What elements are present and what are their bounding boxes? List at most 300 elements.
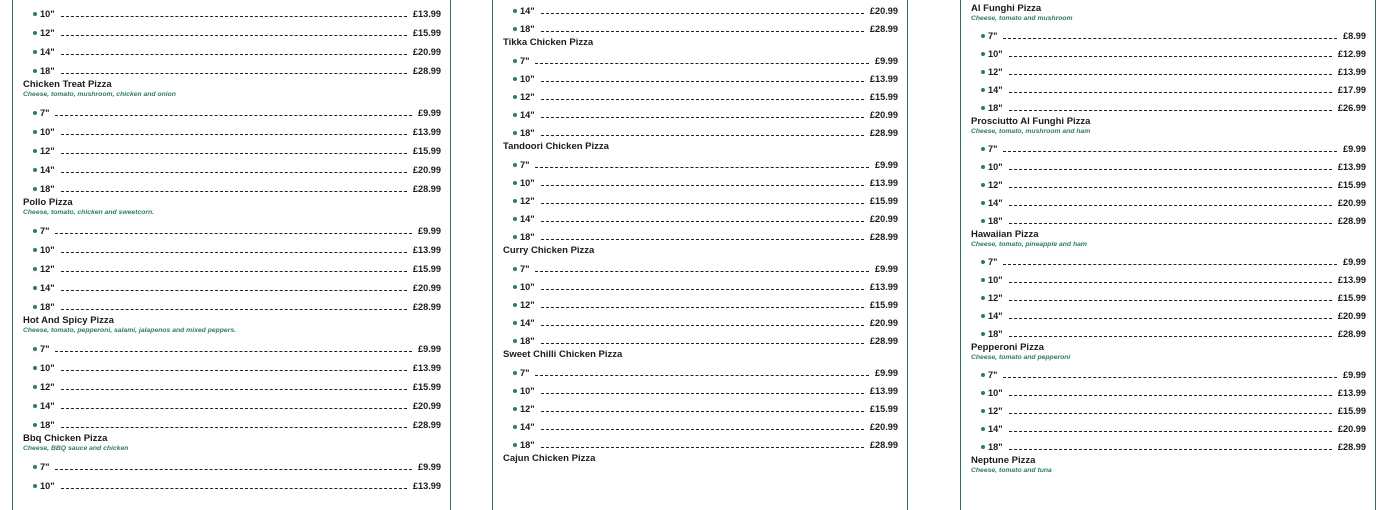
- price-value: £13.99: [412, 481, 441, 491]
- bullet-icon: [513, 113, 517, 117]
- pizza-name: Pepperoni Pizza: [971, 342, 1044, 353]
- size-label: 12": [520, 92, 535, 102]
- price-value: £28.99: [412, 184, 441, 194]
- price-row: [971, 398, 1366, 416]
- price-row: [23, 293, 441, 312]
- price-row: [23, 175, 441, 194]
- dotted-leader: [61, 309, 407, 310]
- price-row: [503, 274, 898, 292]
- bullet-icon: [33, 484, 37, 488]
- price-value: £28.99: [869, 24, 898, 34]
- size-label: 7": [988, 257, 998, 267]
- bullet-icon: [513, 371, 517, 375]
- price-value: £13.99: [1337, 275, 1366, 285]
- dotted-leader: [61, 252, 407, 253]
- price-value: £15.99: [412, 382, 441, 392]
- price-row: [503, 256, 898, 274]
- price-row: [503, 360, 898, 378]
- size-label: 14": [520, 318, 535, 328]
- pizza-item: [961, 0, 1375, 113]
- dotted-leader: [1003, 377, 1337, 378]
- dotted-leader: [55, 115, 412, 116]
- bullet-icon: [981, 391, 985, 395]
- size-label: 10": [520, 386, 535, 396]
- bullet-icon: [33, 69, 37, 73]
- price-value: £9.99: [418, 108, 441, 118]
- bullet-icon: [981, 165, 985, 169]
- price-value: £13.99: [1337, 388, 1366, 398]
- bullet-icon: [513, 95, 517, 99]
- dotted-leader: [61, 172, 407, 173]
- price-value: £15.99: [412, 146, 441, 156]
- size-label: 10": [40, 9, 55, 19]
- bullet-icon: [33, 366, 37, 370]
- price-row: [971, 77, 1366, 95]
- bullet-icon: [981, 409, 985, 413]
- size-label: 12": [988, 406, 1003, 416]
- size-label: 14": [520, 110, 535, 120]
- bullet-icon: [981, 70, 985, 74]
- pizza-name: Hot And Spicy Pizza: [23, 315, 114, 326]
- dotted-leader: [1009, 223, 1332, 224]
- dotted-leader: [61, 290, 407, 291]
- price-value: £20.99: [869, 110, 898, 120]
- price-value: £15.99: [869, 196, 898, 206]
- dotted-leader: [1009, 74, 1332, 75]
- pizza-description: Cheese, tomato and pepperoni: [971, 354, 1071, 361]
- size-label: 7": [40, 462, 50, 472]
- price-row: [503, 84, 898, 102]
- bullet-icon: [981, 314, 985, 318]
- dotted-leader: [61, 54, 407, 55]
- bullet-icon: [513, 321, 517, 325]
- price-row: [503, 102, 898, 120]
- dotted-leader: [541, 393, 864, 394]
- dotted-leader: [1009, 336, 1332, 337]
- bullet-icon: [33, 305, 37, 309]
- bullet-icon: [981, 52, 985, 56]
- price-row: [971, 208, 1366, 226]
- price-value: £9.99: [1343, 144, 1366, 154]
- pizza-item: [493, 34, 907, 138]
- dotted-leader: [61, 16, 407, 17]
- dotted-leader: [55, 469, 412, 470]
- dotted-leader: [61, 427, 407, 428]
- dotted-leader: [1009, 56, 1332, 57]
- bullet-icon: [981, 106, 985, 110]
- price-row: [23, 354, 441, 373]
- price-value: £13.99: [869, 74, 898, 84]
- size-label: 18": [40, 66, 55, 76]
- size-label: 18": [40, 420, 55, 430]
- price-row: [503, 188, 898, 206]
- price-value: £15.99: [869, 92, 898, 102]
- price-value: £9.99: [1343, 370, 1366, 380]
- pizza-item: [493, 346, 907, 450]
- bullet-icon: [513, 235, 517, 239]
- price-value: £9.99: [875, 56, 898, 66]
- dotted-leader: [61, 271, 407, 272]
- pizza-description: Cheese, BBQ sauce and chicken: [23, 445, 129, 452]
- dotted-leader: [541, 185, 864, 186]
- bullet-icon: [513, 77, 517, 81]
- pizza-item: [493, 450, 907, 464]
- price-value: £15.99: [1337, 180, 1366, 190]
- price-row: [971, 190, 1366, 208]
- pizza-name: Neptune Pizza: [971, 455, 1036, 466]
- price-value: £15.99: [412, 264, 441, 274]
- bullet-icon: [981, 427, 985, 431]
- size-label: 18": [988, 216, 1003, 226]
- price-row: [503, 206, 898, 224]
- size-label: 14": [988, 424, 1003, 434]
- price-value: £9.99: [875, 264, 898, 274]
- price-value: £17.99: [1337, 85, 1366, 95]
- price-row: [971, 59, 1366, 77]
- bullet-icon: [981, 278, 985, 282]
- price-value: £8.99: [1343, 31, 1366, 41]
- bullet-icon: [513, 389, 517, 393]
- size-label: 10": [520, 74, 535, 84]
- bullet-icon: [981, 260, 985, 264]
- bullet-icon: [33, 111, 37, 115]
- bullet-icon: [33, 286, 37, 290]
- size-label: 18": [40, 184, 55, 194]
- bullet-icon: [33, 465, 37, 469]
- price-row: [971, 267, 1366, 285]
- price-value: £9.99: [875, 368, 898, 378]
- price-value: £28.99: [869, 336, 898, 346]
- price-row: [971, 95, 1366, 113]
- pizza-item: [493, 0, 907, 34]
- menu-column-3: [960, 0, 1376, 510]
- size-label: 10": [40, 245, 55, 255]
- price-row: [23, 335, 441, 354]
- bullet-icon: [513, 285, 517, 289]
- size-label: 14": [520, 214, 535, 224]
- price-row: [23, 392, 441, 411]
- dotted-leader: [541, 99, 864, 100]
- size-label: 18": [988, 442, 1003, 452]
- price-value: £20.99: [412, 165, 441, 175]
- size-label: 12": [40, 28, 55, 38]
- dotted-leader: [1009, 449, 1332, 450]
- size-label: 12": [40, 146, 55, 156]
- size-label: 18": [520, 24, 535, 34]
- pizza-item: [13, 430, 450, 491]
- pizza-description: Cheese, tomato, pepperoni, salami, jalapenos and mixed peppers.: [23, 327, 237, 334]
- pizza-description: Cheese, tomato, mushroom and ham: [971, 128, 1091, 135]
- dotted-leader: [541, 239, 864, 240]
- size-label: 14": [988, 85, 1003, 95]
- dotted-leader: [535, 63, 869, 64]
- price-value: £28.99: [869, 128, 898, 138]
- price-value: £9.99: [1343, 257, 1366, 267]
- pizza-name: Bbq Chicken Pizza: [23, 433, 108, 444]
- pizza-item: [961, 113, 1375, 226]
- price-row: [23, 373, 441, 392]
- bullet-icon: [981, 201, 985, 205]
- bullet-icon: [513, 267, 517, 271]
- dotted-leader: [1009, 110, 1332, 111]
- price-value: £28.99: [1337, 442, 1366, 452]
- dotted-leader: [61, 134, 407, 135]
- price-value: £9.99: [418, 226, 441, 236]
- pizza-name: Cajun Chicken Pizza: [503, 453, 596, 464]
- price-value: £28.99: [1337, 216, 1366, 226]
- size-label: 7": [40, 108, 50, 118]
- size-label: 7": [988, 144, 998, 154]
- price-value: £12.99: [1337, 49, 1366, 59]
- price-row: [971, 154, 1366, 172]
- bullet-icon: [513, 339, 517, 343]
- size-label: 18": [988, 329, 1003, 339]
- dotted-leader: [55, 351, 412, 352]
- size-label: 18": [40, 302, 55, 312]
- size-label: 7": [520, 368, 530, 378]
- size-label: 14": [40, 401, 55, 411]
- bullet-icon: [33, 347, 37, 351]
- dotted-leader: [541, 429, 864, 430]
- bullet-icon: [33, 267, 37, 271]
- size-label: 10": [988, 388, 1003, 398]
- pizza-name: Al Funghi Pizza: [971, 3, 1042, 14]
- pizza-description: Cheese, tomato, pineapple and ham: [971, 241, 1087, 248]
- pizza-name: Chicken Treat Pizza: [23, 79, 112, 90]
- bullet-icon: [33, 12, 37, 16]
- bullet-icon: [33, 168, 37, 172]
- dotted-leader: [1003, 38, 1337, 39]
- price-value: £15.99: [1337, 293, 1366, 303]
- bullet-icon: [513, 181, 517, 185]
- bullet-icon: [981, 88, 985, 92]
- price-row: [971, 362, 1366, 380]
- dotted-leader: [61, 35, 407, 36]
- price-value: £20.99: [1337, 424, 1366, 434]
- dotted-leader: [1009, 187, 1332, 188]
- price-row: [23, 19, 441, 38]
- pizza-name: Tandoori Chicken Pizza: [503, 141, 609, 152]
- price-row: [971, 303, 1366, 321]
- price-value: £28.99: [869, 232, 898, 242]
- size-label: 7": [520, 56, 530, 66]
- size-label: 10": [40, 481, 55, 491]
- price-value: £15.99: [1337, 406, 1366, 416]
- price-row: [503, 48, 898, 66]
- price-row: [503, 152, 898, 170]
- pizza-name: Prosciutto Al Funghi Pizza: [971, 116, 1091, 127]
- menu-column-content: [961, 0, 1375, 475]
- price-value: £28.99: [1337, 329, 1366, 339]
- bullet-icon: [33, 385, 37, 389]
- bullet-icon: [981, 219, 985, 223]
- price-row: [23, 255, 441, 274]
- price-row: [23, 274, 441, 293]
- dotted-leader: [1003, 264, 1337, 265]
- dotted-leader: [55, 233, 412, 234]
- bullet-icon: [33, 31, 37, 35]
- price-value: £20.99: [869, 318, 898, 328]
- price-value: £28.99: [412, 420, 441, 430]
- dotted-leader: [1009, 413, 1332, 414]
- size-label: 10": [520, 178, 535, 188]
- dotted-leader: [535, 375, 869, 376]
- dotted-leader: [541, 325, 864, 326]
- size-label: 12": [520, 300, 535, 310]
- pizza-item: [961, 226, 1375, 339]
- dotted-leader: [61, 73, 407, 74]
- size-label: 14": [988, 198, 1003, 208]
- bullet-icon: [513, 217, 517, 221]
- price-row: [23, 99, 441, 118]
- price-row: [23, 472, 441, 491]
- bullet-icon: [981, 296, 985, 300]
- dotted-leader: [1009, 205, 1332, 206]
- price-row: [23, 453, 441, 472]
- pizza-name: Hawaiian Pizza: [971, 229, 1039, 240]
- bullet-icon: [33, 404, 37, 408]
- size-label: 10": [988, 49, 1003, 59]
- price-value: £9.99: [418, 462, 441, 472]
- bullet-icon: [513, 407, 517, 411]
- size-label: 7": [988, 370, 998, 380]
- bullet-icon: [981, 183, 985, 187]
- size-label: 12": [988, 180, 1003, 190]
- bullet-icon: [513, 425, 517, 429]
- price-row: [503, 432, 898, 450]
- price-row: [503, 120, 898, 138]
- price-row: [971, 380, 1366, 398]
- bullet-icon: [513, 9, 517, 13]
- pizza-name: Tikka Chicken Pizza: [503, 37, 594, 48]
- price-value: £13.99: [869, 178, 898, 188]
- size-label: 7": [520, 160, 530, 170]
- price-row: [503, 396, 898, 414]
- price-value: £13.99: [412, 9, 441, 19]
- size-label: 14": [40, 283, 55, 293]
- dotted-leader: [541, 13, 864, 14]
- price-row: [23, 137, 441, 156]
- price-row: [23, 156, 441, 175]
- bullet-icon: [33, 50, 37, 54]
- price-row: [23, 411, 441, 430]
- dotted-leader: [61, 488, 407, 489]
- price-value: £13.99: [1337, 162, 1366, 172]
- size-label: 14": [40, 47, 55, 57]
- price-row: [971, 172, 1366, 190]
- dotted-leader: [61, 191, 407, 192]
- dotted-leader: [1009, 282, 1332, 283]
- bullet-icon: [33, 423, 37, 427]
- dotted-leader: [541, 31, 864, 32]
- pizza-description: Cheese, tomato, mushroom, chicken and onion: [23, 91, 176, 98]
- price-value: £15.99: [869, 300, 898, 310]
- price-row: [971, 321, 1366, 339]
- price-row: [503, 310, 898, 328]
- price-value: £15.99: [412, 28, 441, 38]
- dotted-leader: [61, 370, 407, 371]
- dotted-leader: [535, 167, 869, 168]
- dotted-leader: [541, 203, 864, 204]
- size-label: 10": [988, 162, 1003, 172]
- price-row: [23, 118, 441, 137]
- price-value: £13.99: [869, 386, 898, 396]
- size-label: 7": [520, 264, 530, 274]
- dotted-leader: [61, 389, 407, 390]
- price-row: [503, 66, 898, 84]
- size-label: 10": [40, 363, 55, 373]
- dotted-leader: [541, 81, 864, 82]
- price-row: [971, 23, 1366, 41]
- price-row: [503, 328, 898, 346]
- price-row: [503, 292, 898, 310]
- price-value: £13.99: [869, 282, 898, 292]
- dotted-leader: [1009, 431, 1332, 432]
- dotted-leader: [1003, 151, 1337, 152]
- size-label: 14": [40, 165, 55, 175]
- dotted-leader: [61, 408, 407, 409]
- bullet-icon: [981, 34, 985, 38]
- dotted-leader: [541, 135, 864, 136]
- pizza-item: [493, 138, 907, 242]
- dotted-leader: [541, 117, 864, 118]
- price-row: [23, 236, 441, 255]
- price-row: [23, 57, 441, 76]
- pizza-item: [13, 0, 450, 76]
- price-value: £20.99: [412, 401, 441, 411]
- dotted-leader: [1009, 395, 1332, 396]
- size-label: 18": [520, 336, 535, 346]
- price-value: £13.99: [1337, 67, 1366, 77]
- pizza-description: Cheese, tomato and mushroom: [971, 15, 1073, 22]
- bullet-icon: [513, 131, 517, 135]
- dotted-leader: [1009, 169, 1332, 170]
- size-label: 12": [40, 264, 55, 274]
- size-label: 14": [520, 422, 535, 432]
- price-value: £20.99: [1337, 311, 1366, 321]
- bullet-icon: [33, 130, 37, 134]
- price-row: [971, 249, 1366, 267]
- dotted-leader: [541, 289, 864, 290]
- price-row: [503, 378, 898, 396]
- size-label: 12": [988, 293, 1003, 303]
- dotted-leader: [541, 307, 864, 308]
- price-value: £26.99: [1337, 103, 1366, 113]
- size-label: 12": [40, 382, 55, 392]
- bullet-icon: [513, 59, 517, 63]
- menu-column-content: [13, 0, 450, 491]
- pizza-description: Cheese, tomato and tuna: [971, 467, 1052, 474]
- price-value: £13.99: [412, 363, 441, 373]
- dotted-leader: [61, 153, 407, 154]
- price-value: £28.99: [412, 66, 441, 76]
- size-label: 12": [520, 196, 535, 206]
- dotted-leader: [1009, 318, 1332, 319]
- size-label: 7": [40, 226, 50, 236]
- price-value: £20.99: [412, 47, 441, 57]
- pizza-name: Pollo Pizza: [23, 197, 73, 208]
- price-row: [503, 0, 898, 16]
- price-value: £28.99: [869, 440, 898, 450]
- price-value: £20.99: [869, 214, 898, 224]
- pizza-description: Cheese, tomato, chicken and sweetcorn.: [23, 209, 155, 216]
- size-label: 7": [988, 31, 998, 41]
- menu-column-content: [493, 0, 907, 464]
- price-row: [971, 285, 1366, 303]
- price-row: [971, 41, 1366, 59]
- size-label: 12": [520, 404, 535, 414]
- bullet-icon: [513, 27, 517, 31]
